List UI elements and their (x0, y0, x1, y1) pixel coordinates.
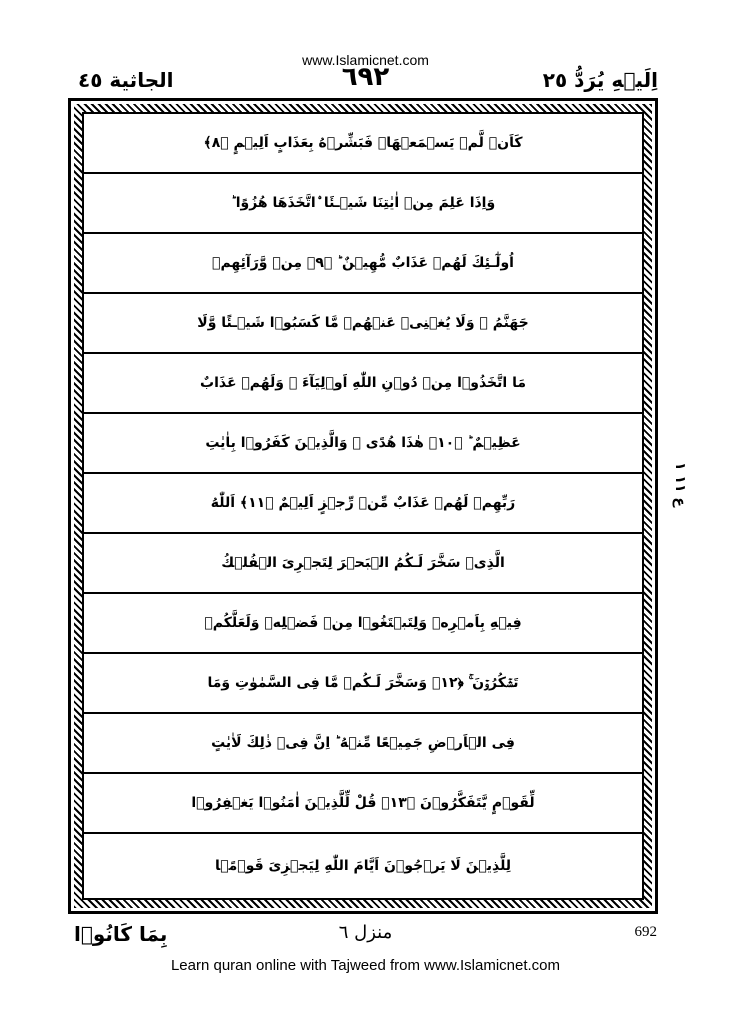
verse-panel (82, 112, 644, 900)
verse-line-2: وَاِذَا عَلِمَ مِنۡ اٰيٰتِنَا شَيۡـئَا ۨاتَّخَذَهَا هُزُوًا ؕ (84, 174, 642, 234)
verse-line-13: لِلَّذِيۡنَ لَا يَرۡجُوۡنَ اَيَّامَ اللّٰهِ لِيَجۡزِىَ قَوۡمًۢا (214, 858, 512, 874)
verse-line-11: فِى الۡاَرۡضِ جَمِيۡعًا مِّنۡهُ ؕ اِنَّ فِىۡ ذٰلِكَ لَاٰيٰتٍ (84, 714, 642, 774)
verse-line-5: مَا اتَّخَذُوۡا مِنۡ دُوۡنِ اللّٰهِ اَوۡلِيَآءَ ۚ وَلَهُمۡ عَذَابٌ (84, 354, 642, 414)
footer-note: Learn quran online with Tajweed from www.Islamicnet.com (170, 957, 561, 974)
verse-line-3: اُولٰٓـئِكَ لَهُمۡ عَذَابٌ مُّهِيۡنٌ ؕ ﴿٩﴾ مِنۡ وَّرَآئِهِمۡ (84, 234, 642, 294)
catchword: بِمَا كَانُوۡا (74, 922, 168, 946)
manzil-label: منزل ٦ (338, 922, 393, 943)
verse-line-9: فِيۡهِ بِاَمۡرِهٖ وَلِتَبۡتَغُوۡا مِنۡ فَضۡلِهٖ وَلَعَلَّكُمۡ (84, 594, 642, 654)
verse-line-8: الَّذِىۡ سَخَّرَ لَـكُمُ الۡبَحۡرَ لِتَجۡرِىَ الۡفُلۡكُ (84, 534, 642, 594)
juz-name: اِلَيۡهِ يُرَدُّ ٢٥ (542, 68, 658, 92)
verse-line-1: كَاَنۡ لَّمۡ يَسۡمَعۡهَاۚ فَبَشِّرۡهُ بِعَذَابٍ اَلِيۡمٍ ﴿٨﴾ (84, 114, 642, 174)
verse-line-10: تَشۡكُرُوۡنَ ۚ ﴿١٢﴾ وَسَخَّرَ لَـكُمۡ مَّا فِى السَّمٰوٰتِ وَمَا (84, 654, 642, 714)
ruku-marker: ع ١١ ١ (672, 462, 688, 507)
page-number-arabic: ٦٩٢ (341, 62, 390, 92)
verse-line-7: رَبِّهِمۡ لَهُمۡ عَذَابٌ مِّنۡ رِّجۡزٍ اَلِيۡمٌ ﴿١١﴾ اَللّٰهُ (84, 474, 642, 534)
verse-line-12: لِّقَوۡمٍ يَّتَفَكَّرُوۡنَ ﴿١٣﴾ قُلْ لِّلَّذِيۡنَ اٰمَنُوۡا يَغۡفِرُوۡا (84, 774, 642, 834)
site-url: www.Islamicnet.com (302, 52, 429, 68)
surah-name: الجاثية ٤٥ (78, 68, 174, 92)
verse-line-4: جَهَنَّمُ ۚ وَلَا يُغۡنِىۡ عَنۡهُمۡ مَّا كَسَبُوۡا شَيۡـئًا وَّلَا (84, 294, 642, 354)
page-number-latin: 692 (634, 924, 657, 940)
verse-line-6: عَظِيۡمٌ ؕ ﴿١٠﴾ هٰذَا هُدًى ۚ وَالَّذِيۡنَ كَفَرُوۡا بِاٰيٰتِ (84, 414, 642, 474)
verse-lines (84, 114, 642, 898)
